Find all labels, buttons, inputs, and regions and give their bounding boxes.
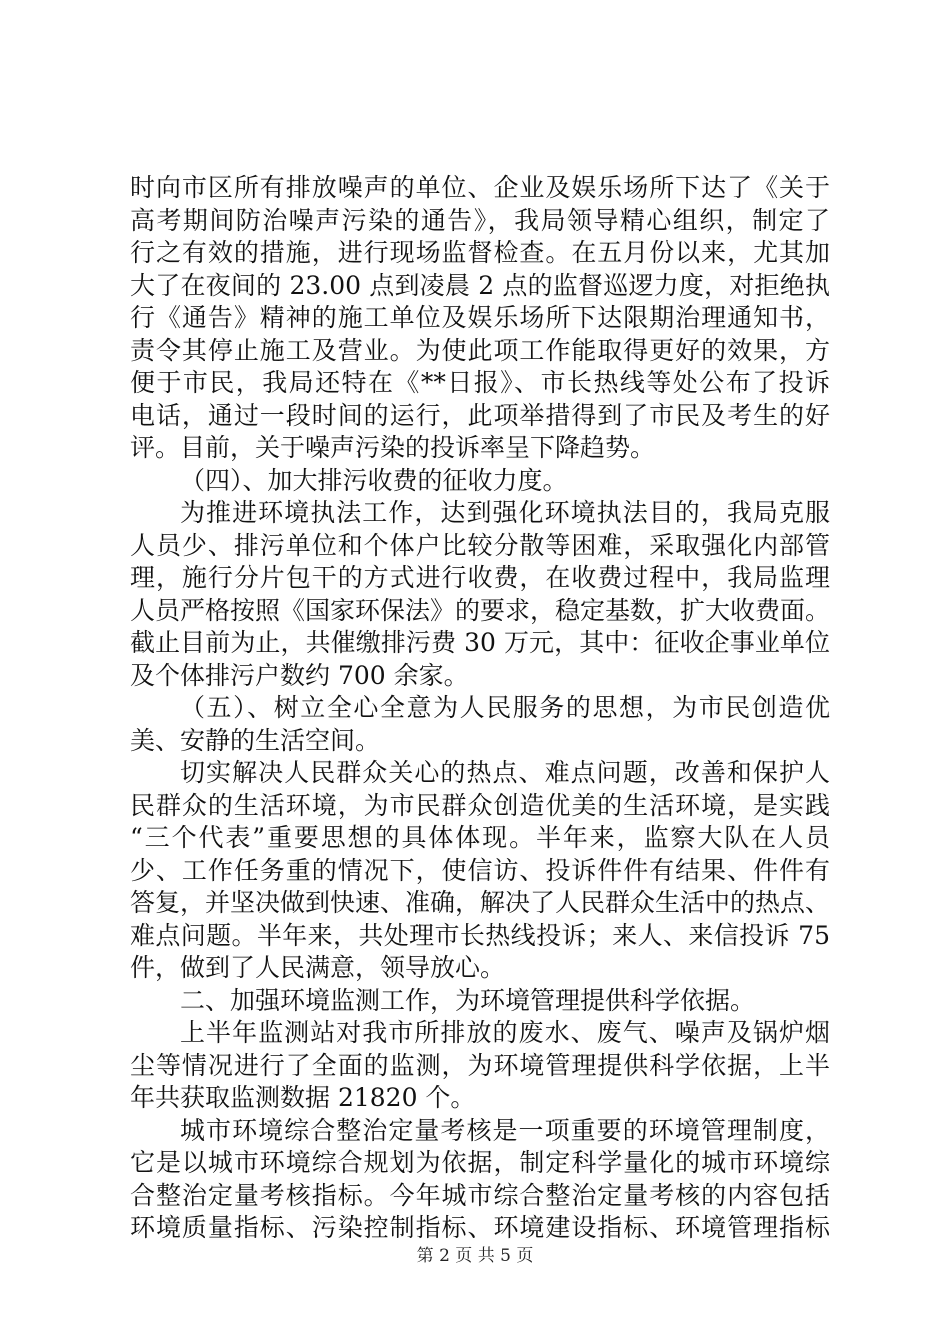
text-line: 行之有效的措施，进行现场监督检查。在五月份以来，尤其加 xyxy=(130,238,830,267)
paragraph xyxy=(130,1115,830,1245)
text-line: 合整治定量考核指标。今年城市综合整治定量考核的内容包括 xyxy=(130,1180,830,1210)
text-line: 及个体排污户数约 700 余家。 xyxy=(130,660,469,690)
paragraph xyxy=(130,757,830,985)
document-body xyxy=(130,172,830,1245)
text-line: （四）、加大排污收费的征收力度。 xyxy=(180,465,568,495)
text-line: 美、安静的生活空间。 xyxy=(130,725,381,755)
text-line: 年共获取监测数据 21820 个。 xyxy=(130,1083,476,1112)
section-heading xyxy=(130,465,830,498)
text-line: 它是以城市环境综合规划为依据，制定科学量化的城市环境综 xyxy=(130,1148,830,1177)
text-line: 少、工作任务重的情况下，使信访、投诉件件有结果、件件有 xyxy=(130,855,830,885)
text-line: 理，施行分片包干的方式进行收费，在收费过程中，我局监理 xyxy=(130,563,830,592)
section-heading xyxy=(130,692,830,757)
text-line: 人员少、排污单位和个体户比较分散等困难，采取强化内部管 xyxy=(130,530,830,560)
paragraph xyxy=(130,172,830,465)
text-line: 尘等情况进行了全面的监测，为环境管理提供科学依据，上半 xyxy=(130,1050,830,1080)
text-line: 便于市民，我局还特在《**日报》、市长热线等处公布了投诉 xyxy=(130,368,830,397)
text-line: 大了在夜间的 23.00 点到凌晨 2 点的监督巡逻力度，对拒绝执 xyxy=(130,270,830,300)
text-line: 行《通告》精神的施工单位及娱乐场所下达限期治理通知书， xyxy=(130,303,830,332)
paragraph xyxy=(130,497,830,692)
text-line: 答复，并坚决做到快速、准确，解决了人民群众生活中的热点、 xyxy=(130,888,831,917)
text-line: （五）、树立全心全意为人民服务的思想，为市民创造优 xyxy=(180,693,830,722)
text-line: 切实解决人民群众关心的热点、难点问题，改善和保护人 xyxy=(180,758,830,787)
section-heading xyxy=(130,985,830,1018)
text-line: 二、加强环境监测工作，为环境管理提供科学依据。 xyxy=(180,985,756,1015)
text-line: 电话，通过一段时间的运行，此项举措得到了市民及考生的好 xyxy=(130,400,830,430)
text-line: 责令其停止施工及营业。为使此项工作能取得更好的效果，方 xyxy=(130,335,830,365)
text-line: 难点问题。半年来，共处理市长热线投诉；来人、来信投诉 75 xyxy=(130,920,830,950)
text-line: 民群众的生活环境，为市民群众创造优美的生活环境，是实践 xyxy=(130,790,830,820)
page-number: 第 2 页 共 5 页 xyxy=(416,1246,534,1266)
text-line: 上半年监测站对我市所排放的废水、废气、噪声及锅炉烟 xyxy=(180,1018,830,1047)
text-line: 评。目前，关于噪声污染的投诉率呈下降趋势。 xyxy=(130,433,656,462)
page-footer xyxy=(0,1245,950,1267)
paragraph xyxy=(130,1017,830,1115)
text-line: “三个代表”重要思想的具体体现。半年来，监察大队在人员 xyxy=(130,823,830,852)
text-line: 件，做到了人民满意，领导放心。 xyxy=(130,953,506,982)
text-line: 截止目前为止，共催缴排污费 30 万元，其中：征收企事业单位 xyxy=(130,628,830,657)
text-line: 城市环境综合整治定量考核是一项重要的环境管理制度， xyxy=(180,1115,830,1145)
text-line: 高考期间防治噪声污染的通告》，我局领导精心组织，制定了 xyxy=(130,205,830,235)
text-line: 环境质量指标、污染控制指标、环境建设指标、环境管理指标 xyxy=(130,1213,830,1242)
text-line: 为推进环境执法工作，达到强化环境执法目的，我局克服 xyxy=(180,498,830,527)
text-line: 时向市区所有排放噪声的单位、企业及娱乐场所下达了《关于 xyxy=(130,173,830,202)
text-line: 人员严格按照《国家环保法》的要求，稳定基数，扩大收费面。 xyxy=(130,595,831,625)
